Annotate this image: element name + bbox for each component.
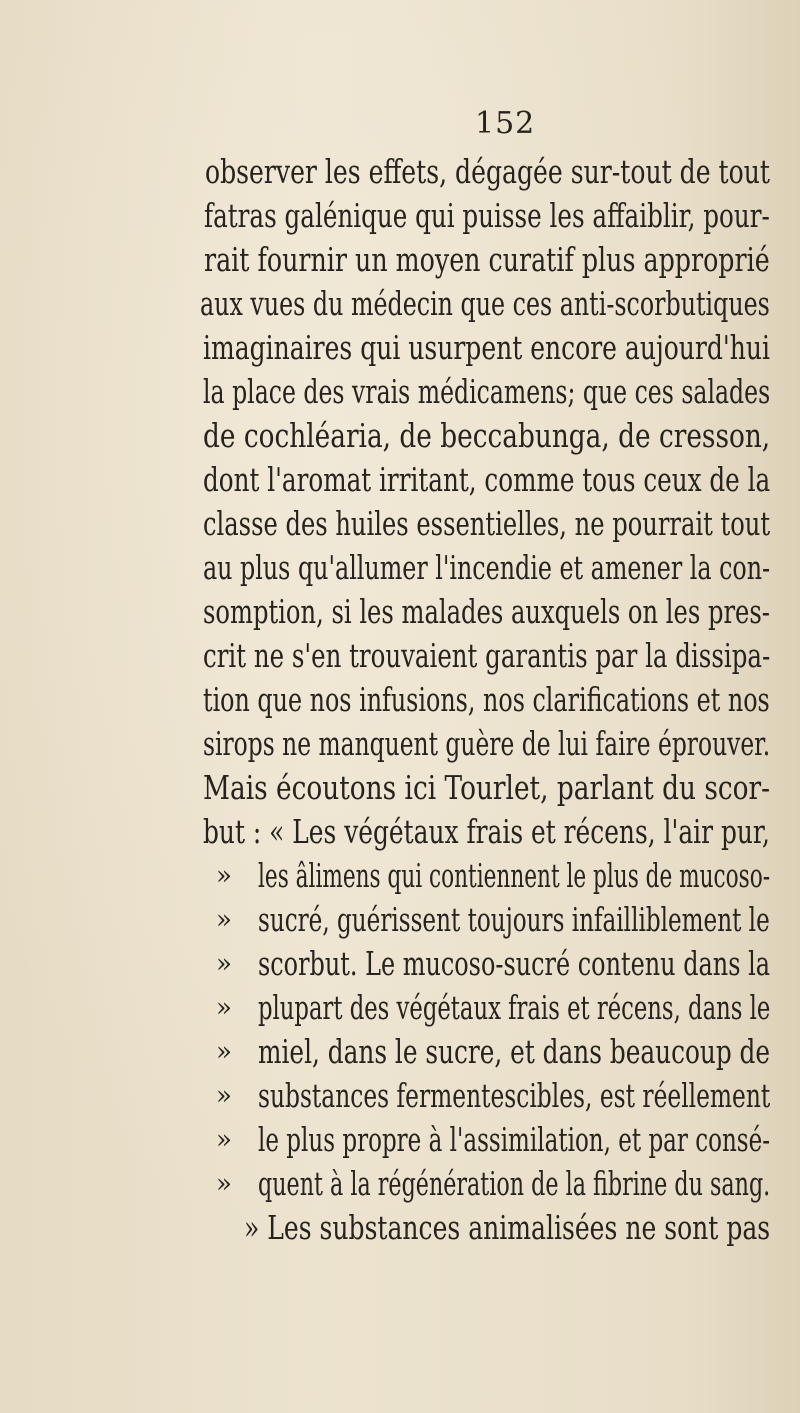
text-line: » Les substances animalisées ne sont pas <box>244 1208 771 1247</box>
quote-mark: » <box>216 1037 232 1067</box>
quote-mark: » <box>216 861 232 891</box>
text-line: tion que nos infusions, nos clarifications et nos <box>203 680 770 719</box>
quote-mark: » <box>216 1081 232 1111</box>
quote-mark: » <box>216 949 232 979</box>
page-number: 152 <box>475 106 536 141</box>
text-line: aux vues du médecin que ces anti-scorbutiques <box>200 284 770 323</box>
quoted-text-line: plupart des végétaux frais et récens, dans le <box>258 988 771 1027</box>
text-line: rait fournir un moyen curatif plus approprié <box>204 240 770 279</box>
text-line: imaginaires qui usurpent encore aujourd'hui <box>203 328 770 367</box>
text-line: but : « Les végétaux frais et récens, l'air pur, <box>203 812 770 851</box>
quoted-text-line: le plus propre à l'assimilation, et par consé- <box>258 1120 771 1159</box>
quote-mark: » <box>216 905 232 935</box>
text-line: Mais écoutons ici Tourlet, parlant du scor- <box>203 768 771 807</box>
text-line: fatras galénique qui puisse les affaiblir, pour- <box>204 196 770 235</box>
text-line: crit ne s'en trouvaient garantis par la dissipa- <box>203 636 771 675</box>
quoted-text-line: quent à la régénération de la fibrine du sang. <box>258 1164 771 1203</box>
quoted-text-line: sucré, guérissent toujours infailliblement le <box>258 900 770 939</box>
text-line: dont l'aromat irritant, comme tous ceux de la <box>203 460 771 499</box>
text-line: sirops ne manquent guère de lui faire éprouver. <box>203 724 771 763</box>
quoted-text-line: substances fermentescibles, est réellement <box>258 1076 771 1115</box>
quote-mark: » <box>216 1169 232 1199</box>
text-line: somption, si les malades auxquels on les pres- <box>203 592 770 631</box>
text-line: classe des huiles essentielles, ne pourrait tout <box>203 504 771 543</box>
quote-mark: » <box>216 993 232 1023</box>
text-line: au plus qu'allumer l'incendie et amener la con- <box>203 548 771 587</box>
quoted-text-line: scorbut. Le mucoso-sucré contenu dans la <box>258 944 771 983</box>
quoted-text-line: miel, dans le sucre, et dans beaucoup de <box>258 1032 771 1071</box>
text-line: observer les effets, dégagée sur-tout de tout <box>205 152 770 191</box>
quote-mark: » <box>216 1125 232 1155</box>
quoted-text-line: les âlimens qui contiennent le plus de mucoso- <box>258 856 771 895</box>
text-line: de cochléaria, de beccabunga, de cresson, <box>203 416 771 455</box>
text-line: la place des vrais médicamens; que ces salades <box>203 372 771 411</box>
